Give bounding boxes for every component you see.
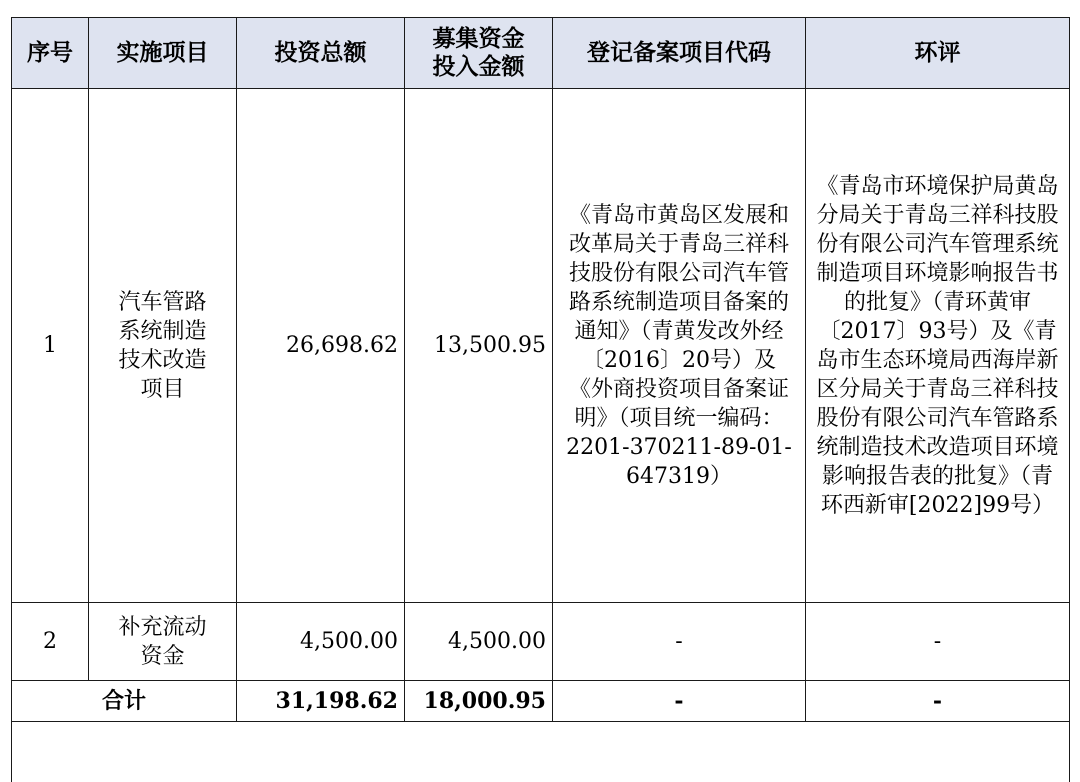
row-project: 汽车管路系统制造技术改造项目 [89, 89, 237, 603]
total-total: 31,198.62 [237, 681, 405, 722]
header-total: 投资总额 [237, 18, 405, 89]
row-code: - [553, 603, 806, 681]
row-code: 《青岛市黄岛区发展和改革局关于青岛三祥科技股份有限公司汽车管路系统制造项目备案的通知》（青黄发改外经〔2016〕20号）及《外商投资项目备案证明》（项目统一编码：2201-370211-89-01-647319） [553, 89, 806, 603]
project-table [11, 17, 1070, 782]
total-eia: - [806, 681, 1070, 722]
table-row [12, 89, 1070, 603]
row-total: 26,698.62 [237, 89, 405, 603]
table-row [12, 603, 1070, 681]
header-code: 登记备案项目代码 [553, 18, 806, 89]
row-eia: 《青岛市环境保护局黄岛分局关于青岛三祥科技股份有限公司汽车管理系统制造项目环境影响报告书的批复》（青环黄审〔2017〕93号）及《青岛市生态环境局西海岸新区分局关于青岛三祥科技股份有限公司汽车管路系统制造技术改造项目环境影响报告表的批复》（青环西新审[2022]99号） [806, 89, 1070, 603]
blank-cell [12, 722, 1070, 782]
table-header-row [12, 18, 1070, 89]
total-row [12, 681, 1070, 722]
row-raised: 4,500.00 [405, 603, 553, 681]
header-project: 实施项目 [89, 18, 237, 89]
header-eia: 环评 [806, 18, 1070, 89]
row-eia: - [806, 603, 1070, 681]
total-code: - [553, 681, 806, 722]
total-label: 合计 [12, 681, 237, 722]
row-raised: 13,500.95 [405, 89, 553, 603]
total-raised: 18,000.95 [405, 681, 553, 722]
header-no: 序号 [12, 18, 89, 89]
table-continuation [12, 722, 1070, 782]
row-no: 2 [12, 603, 89, 681]
row-project: 补充流动资金 [89, 603, 237, 681]
row-no: 1 [12, 89, 89, 603]
header-raised: 募集资金 投入金额 [405, 18, 553, 89]
row-total: 4,500.00 [237, 603, 405, 681]
